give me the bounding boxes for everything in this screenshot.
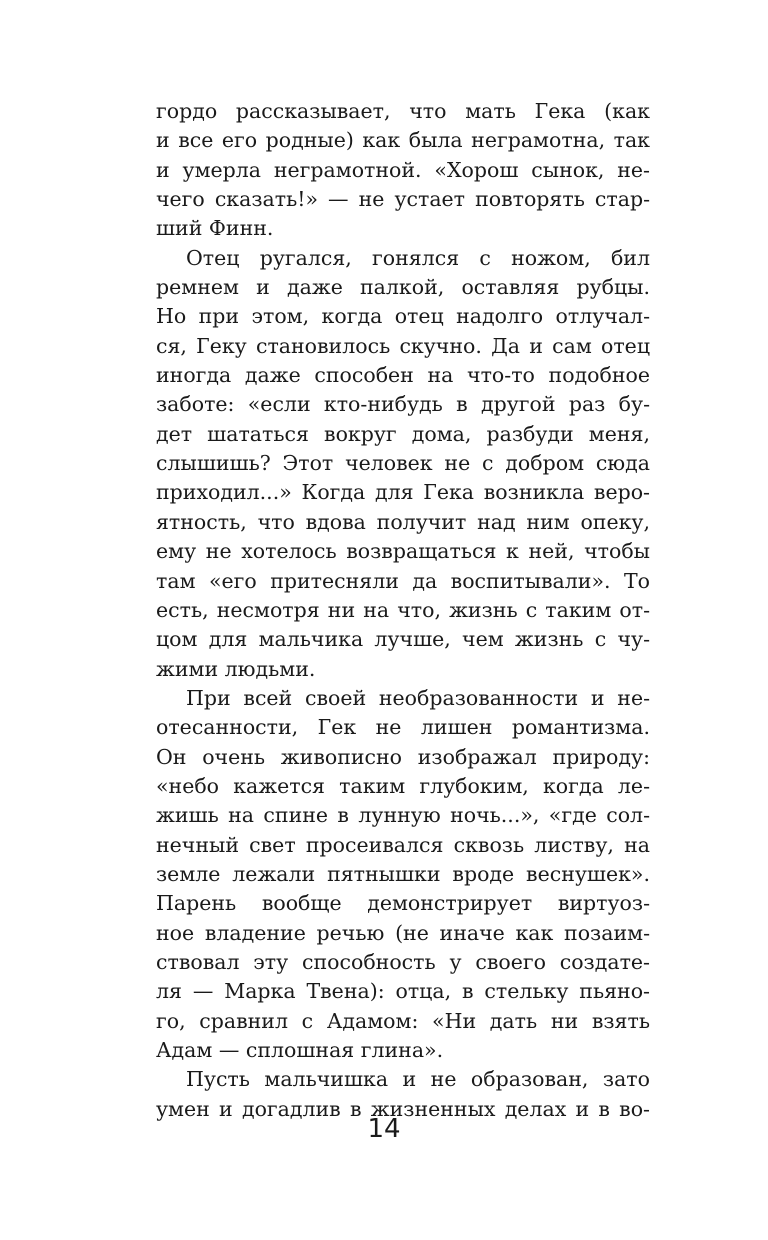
text-line: Адам — сплошная глина».	[156, 1038, 444, 1062]
text-line: есть, несмотря ни на что, жизнь с таким от-	[156, 597, 650, 622]
text-line: ствовал эту способность у своего создате-	[156, 949, 650, 974]
text-line: ля — Марка Твена): отца, в стельку пьяно-	[156, 979, 650, 1004]
text-line: ему не хотелось возвращаться к ней, чтобы	[156, 539, 650, 564]
text-line: ремнем и даже палкой, оставляя рубцы.	[156, 275, 650, 300]
text-line: Отец ругался, гонялся с ножом, бил	[186, 245, 650, 270]
text-line: Парень вообще демонстрирует виртуоз-	[156, 891, 650, 916]
text-line: земле лежали пятнышки вроде веснушек».	[156, 861, 650, 886]
text-line: гордо рассказывает, что мать Гека (как	[156, 99, 650, 123]
page-text	[156, 97, 650, 1124]
text-line: заботе: «если кто-нибудь в другой раз бу-	[156, 392, 650, 417]
text-line: «небо кажется таким глубоким, когда ле-	[156, 773, 650, 798]
text-line: ятность, что вдова получит над ним опеку,	[156, 509, 650, 534]
text-line: жими людьми.	[156, 656, 316, 681]
text-line: Он очень живописно изображал природу:	[156, 744, 650, 769]
paragraph	[156, 684, 650, 1065]
text-line: го, сравнил с Адамом: «Ни дать ни взять	[156, 1008, 650, 1033]
paragraph	[156, 97, 650, 244]
text-line: Но при этом, когда отец надолго отлучал-	[156, 304, 650, 329]
text-line: там «его притесняли да воспитывали». То	[156, 568, 650, 593]
text-line: и все его родные) как была неграмотна, так	[156, 128, 650, 153]
page-number: 14	[367, 1114, 401, 1144]
text-line: приходил...» Когда для Гека возникла веро-	[156, 480, 650, 505]
text-line: ся, Геку становилось скучно. Да и сам отец	[156, 333, 650, 358]
text-line: нечный свет просеивался сквозь листву, на	[156, 832, 650, 857]
text-line: чего сказать!» — не устает повторять стар-	[156, 187, 650, 212]
text-line: отесанности, Гек не лишен романтизма.	[156, 715, 650, 740]
text-line: При всей своей необразованности и не-	[186, 685, 650, 710]
text-line: дет шататься вокруг дома, разбуди меня,	[156, 421, 650, 446]
text-line: жишь на спине в лунную ночь...», «где сол-	[156, 803, 650, 828]
text-line: слышишь? Этот человек не с добром сюда	[156, 451, 650, 476]
text-line: иногда даже способен на что-то подобное	[156, 363, 650, 388]
text-line: цом для мальчика лучше, чем жизнь с чу-	[156, 627, 650, 652]
text-line: умен и догадлив в жизненных делах и в во-	[156, 1096, 650, 1121]
text-line: ший Финн.	[156, 216, 274, 241]
text-line: и умерла неграмотной. «Хорош сынок, не-	[156, 157, 650, 182]
text-line: ное владение речью (не иначе как позаим-	[156, 920, 650, 945]
text-line: Пусть мальчишка и не образован, зато	[186, 1067, 650, 1092]
paragraph	[156, 244, 650, 684]
